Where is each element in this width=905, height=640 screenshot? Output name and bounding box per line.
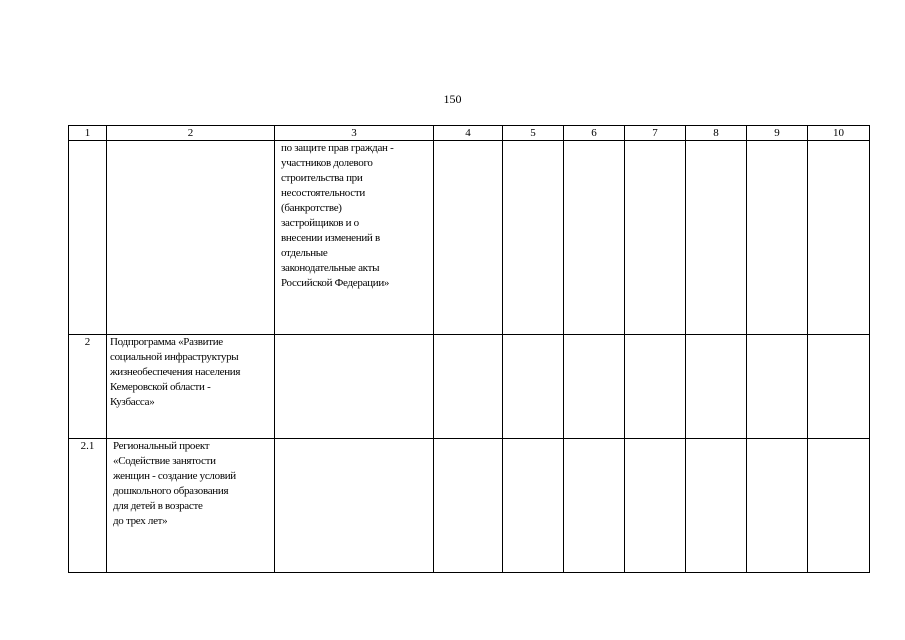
empty-cell	[808, 141, 870, 335]
row-description-cell	[275, 335, 434, 439]
header-cell: 3	[275, 126, 434, 141]
header-cell: 8	[686, 126, 747, 141]
text-line: «Содействие занятости	[113, 455, 216, 467]
text-line: строительства при	[281, 172, 363, 184]
text-line: Кемеровской области -	[110, 381, 211, 393]
empty-cell	[747, 335, 808, 439]
text-line: для детей в возрасте	[113, 500, 203, 512]
page-number: 150	[443, 92, 462, 106]
text-line: дошкольного образования	[113, 485, 229, 497]
row-number-cell: 2.1	[69, 439, 107, 573]
header-cell: 1	[69, 126, 107, 141]
row-title-cell	[107, 141, 275, 335]
text-line: Кузбасса»	[110, 396, 155, 408]
table-header-row	[69, 126, 870, 141]
row-number-cell: 2	[69, 335, 107, 439]
row-description-cell	[275, 439, 434, 573]
empty-cell	[747, 141, 808, 335]
header-cell: 6	[564, 126, 625, 141]
empty-cell	[434, 335, 503, 439]
document-table	[68, 125, 870, 573]
empty-cell	[747, 439, 808, 573]
header-cell: 5	[503, 126, 564, 141]
empty-cell	[686, 335, 747, 439]
header-cell: 10	[808, 126, 870, 141]
row-title-cell	[107, 439, 275, 573]
table-row	[69, 439, 870, 573]
empty-cell	[686, 141, 747, 335]
text-line: Подпрограмма «Развитие	[110, 336, 223, 348]
text-line: законодательные акты	[281, 262, 380, 274]
text-line: застройщиков и о	[281, 217, 359, 229]
row-number-cell	[69, 141, 107, 335]
text-line: социальной инфраструктуры	[110, 351, 239, 363]
empty-cell	[434, 439, 503, 573]
empty-cell	[625, 141, 686, 335]
text-line: отдельные	[281, 247, 328, 259]
empty-cell	[564, 141, 625, 335]
header-cell: 4	[434, 126, 503, 141]
empty-cell	[564, 439, 625, 573]
empty-cell	[808, 439, 870, 573]
empty-cell	[503, 335, 564, 439]
table-row	[69, 141, 870, 335]
header-cell: 9	[747, 126, 808, 141]
row-description-cell	[275, 141, 434, 335]
text-line: (банкротстве)	[281, 202, 342, 214]
empty-cell	[503, 439, 564, 573]
empty-cell	[808, 335, 870, 439]
text-line: женщин - создание условий	[113, 470, 236, 482]
text-line: несостоятельности	[281, 187, 365, 199]
text-line: Российской Федерации»	[281, 277, 390, 289]
text-line: жизнеобеспечения населения	[110, 366, 241, 378]
table-row	[69, 335, 870, 439]
text-line: участников долевого	[281, 157, 373, 169]
text-line: внесении изменений в	[281, 232, 380, 244]
header-cell: 7	[625, 126, 686, 141]
row-title-cell	[107, 335, 275, 439]
empty-cell	[434, 141, 503, 335]
empty-cell	[503, 141, 564, 335]
header-cell: 2	[107, 126, 275, 141]
empty-cell	[625, 439, 686, 573]
empty-cell	[564, 335, 625, 439]
text-line: до трех лет»	[113, 515, 168, 527]
text-line: Региональный проект	[113, 440, 210, 452]
text-line: по защите прав граждан -	[281, 142, 394, 154]
empty-cell	[686, 439, 747, 573]
empty-cell	[625, 335, 686, 439]
